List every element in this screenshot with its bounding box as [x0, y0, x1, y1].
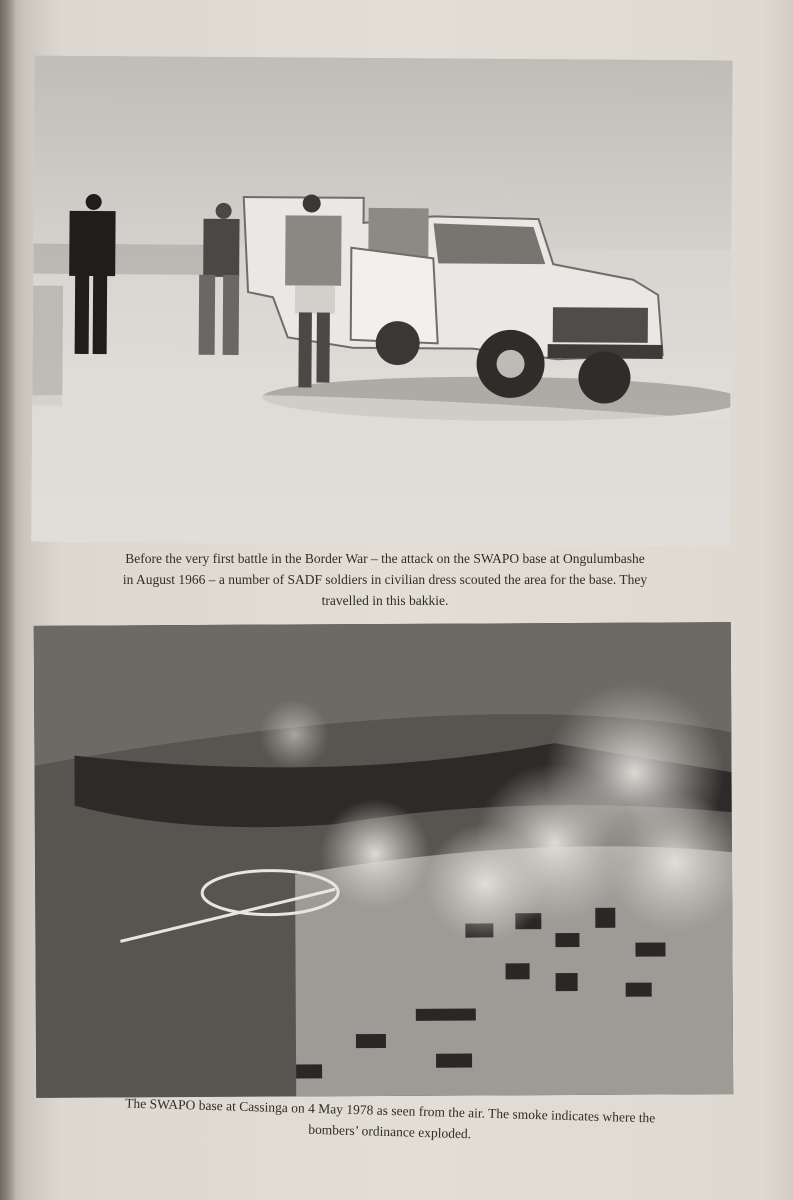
page-gutter-shadow — [0, 0, 16, 1200]
figure-caption-top — [50, 548, 720, 611]
figure-caption-bottom — [50, 1091, 731, 1152]
caption-line: Before the very first battle in the Border War – the attack on the SWAPO base at Ongulumbashe — [125, 551, 645, 566]
photo-bakkie-scouts — [31, 56, 732, 547]
photo-cassinga-aerial-image — [34, 622, 733, 1098]
photo-bakkie-scouts-image — [31, 56, 732, 547]
caption-line: bombers’ ordinance exploded. — [308, 1121, 472, 1142]
caption-line: in August 1966 – a number of SADF soldiers in civilian dress scouted the area for the base. They — [122, 572, 648, 587]
caption-line: travelled in this bakkie. — [321, 593, 449, 608]
photo-cassinga-aerial — [34, 622, 733, 1098]
caption-line: The SWAPO base at Cassinga on 4 May 1978 as seen from the air. The smoke indicates where the — [125, 1095, 656, 1126]
